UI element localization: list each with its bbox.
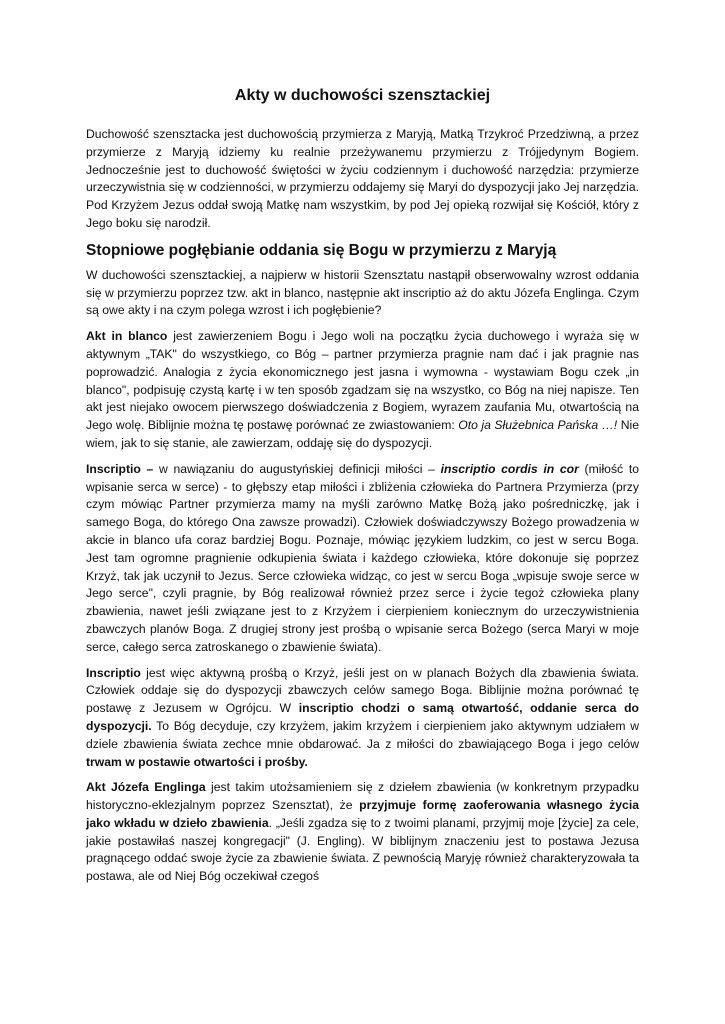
inscriptio2-text-a: jest więc aktywną prośbą o Krzyż, jeśli jest on w planach Bożych dla zbawienia świata. Człowiek oddaje się do dyspozycji zbawczych celów samego Boga. Biblijnie można porównać tę postawę z Jezusem w Ogrójcu. W xyxy=(86,665,639,716)
inscriptio-second-paragraph xyxy=(86,665,639,772)
engling-text-a: jest takim utożsamieniem się z dziełem zbawienia (w konkretnym przypadku historyczno-eklezjalnym poprzez Szensztat), że xyxy=(86,780,639,813)
inscriptio-latin: inscriptio cordis in cor xyxy=(440,461,579,476)
engling-paragraph xyxy=(86,779,639,886)
inscriptio2-term: Inscriptio xyxy=(86,665,141,680)
engling-bold-a: przyjmuje formę zaoferowania własnego życia jako wkładu w dzieło zbawienia xyxy=(86,798,639,830)
engling-text-b: . „Jeśli zgadza się to z twoimi planami, przyjmij moje [życie] za cele, jakie postawiłaś naszej kongregacji" (J. Engling). W biblijnym znaczeniu jest to postawa Jezusa pragnącego oddać swoje życie za zbawienie świata. Z pewnością Maryję również charakteryzowała ta postawa, ale od Niej Bóg oczekiwał czegoś xyxy=(86,815,639,884)
inscriptio-paragraph xyxy=(86,461,639,657)
document-title: Akty w duchowości szensztackiej xyxy=(234,87,491,104)
blanco-paragraph xyxy=(86,328,639,453)
section-intro-paragraph: W duchowości szensztackiej, a najpierw w historii Szensztatu nastąpił obserwowalny wzrost oddania się w przymierzu poprzez tzw. akt in blanco, następnie akt inscriptio aż do aktu Józefa Englinga. Czym są owe akty i na czym polega wzrost i ich pogłębienie? xyxy=(86,267,639,318)
blanco-term: Akt in blanco xyxy=(86,329,168,344)
engling-term: Akt Józefa Englinga xyxy=(86,780,206,795)
inscriptio2-bold-a: inscriptio chodzi o samą otwartość, oddanie serca do dyspozycji. xyxy=(86,701,639,733)
section-heading: Stopniowe pogłębianie oddania się Bogu w przymierzu z Maryją xyxy=(86,241,557,259)
document-page xyxy=(86,86,639,894)
inscriptio-text-a: w nawiązaniu do augustyńskiej definicji miłości – xyxy=(153,461,441,476)
inscriptio-text-b: (miłość to wpisanie serca w serce) - to głębszy etap miłości i zbliżenia człowieka do Partnera Przymierza (przy czym mówiąc Partner przymierza mamy na myśli zarówno Matkę Bożą jako pośredniczkę, jak i samego Boga, do którego Ona zawsze prowadzi). Człowiek doświadczywszy Bożego prowadzenia w akcie in blanco ufa coraz bardziej Bogu. Poznaje, mówiąc językiem ludzkim, co jest w sercu Boga. Jest tam ogromne pragnienie odkupienia świata i każdego człowieka, które dokonuje się poprzez Krzyż, tak jak uczynił to Jezus. Serce człowieka widząc, co jest w sercu Boga „wpisuje swoje serce w Jego serce", czyli pragnie, by Bóg realizował również przez serce i życie tegoż człowieka plany zbawienia, nawet jeśli związane jest to z Krzyżem i cierpieniem koniecznym do urzeczywistnienia zbawczych planów Boga. Z drugiej strony jest prośbą o wpisanie serca Bożego (serca Maryi w moje serce, całego serca zatroskanego o zbawienie świata). xyxy=(86,461,639,654)
blanco-text-b: Nie wiem, jak to się stanie, ale zawierzam, oddaję się do dyspozycji. xyxy=(86,418,639,450)
inscriptio-term: Inscriptio – xyxy=(86,461,154,476)
inscriptio2-text-b: To Bóg decyduje, czy krzyżem, jakim krzyżem i cierpieniem jako aktywnym udziałem w dziele zbawienia świata zechce mnie obdarować. Ja z miłości do zbawiającego Boga i jego celów xyxy=(86,718,639,751)
intro-paragraph: Duchowość szensztacka jest duchowością przymierza z Maryją, Matką Trzykroć Przedziwną, a przez przymierze z Maryją idziemy ku realnie przeżywanemu przymierzu z Trójjedynym Bogiem. Jednocześnie jest to duchowość świętości w życiu codziennym i duchowość narzędzia: przymierze urzeczywistnia się w codzienności, w przymierzu oddajemy się Maryi do dyspozycji jako Jej narzędzia. Pod Krzyżem Jezus oddał swoją Matkę nam wszystkim, by pod Jej opieką rozwijał się Kościół, który z Jego boku się narodził. xyxy=(86,127,639,230)
inscriptio2-bold-b: trwam w postawie otwartości i prośby. xyxy=(86,754,308,769)
blanco-quote: Oto ja Służebnica Pańska …! xyxy=(458,418,618,433)
blanco-text-a: jest zawierzeniem Bogu i Jego woli na początku życia duchowego i wyraża się w aktywnym „TAK" do wszystkiego, co Bóg – partner przymierza pragnie nam dać i jak pragnie nas poprowadzić. Analogia z życia ekonomicznego jest jasna i wymowna - wystawiam Bogu czek „in blanco", podpisuję czystą kartę i w ten sposób zgadzam się na wszystko, co Bóg na niej napisze. Ten akt jest niejako owocem pierwszego doświadczenia z Bogiem, wyrazem zaufania Mu, otwartością na Jego wolę. Biblijnie można tę postawę porównać ze zwiastowaniem: xyxy=(86,329,639,433)
